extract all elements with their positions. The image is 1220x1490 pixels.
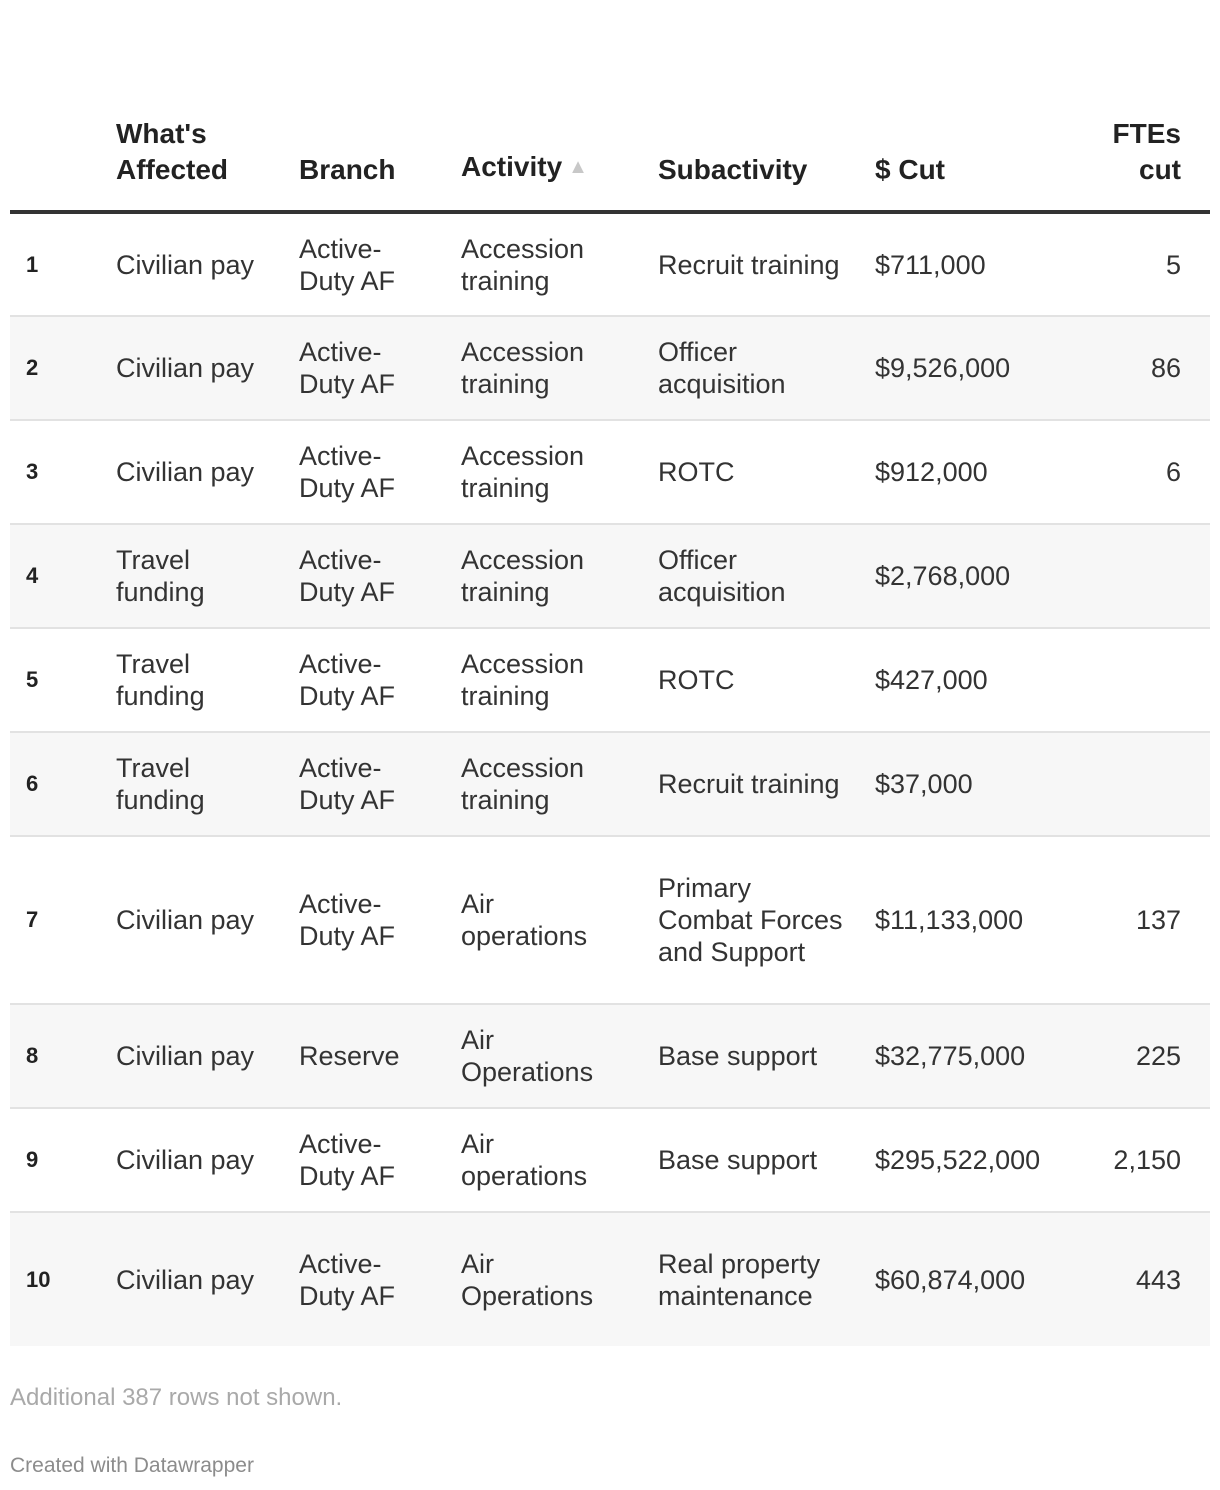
table-row bbox=[10, 420, 1210, 524]
cell-subactivity: Recruit training bbox=[640, 212, 863, 316]
table-row bbox=[10, 1108, 1210, 1212]
cell-activity: Air operations bbox=[443, 836, 640, 1004]
cell-ftes-cut: 2,150 bbox=[1085, 1108, 1210, 1212]
cell-ftes-cut bbox=[1085, 732, 1210, 836]
cell-dollar-cut: $32,775,000 bbox=[863, 1004, 1085, 1108]
cell-dollar-cut: $60,874,000 bbox=[863, 1212, 1085, 1346]
table-row bbox=[10, 316, 1210, 420]
cell-activity: Accession training bbox=[443, 420, 640, 524]
data-table-container bbox=[10, 112, 1210, 1346]
cell-whats-affected: Civilian pay bbox=[98, 420, 281, 524]
cell-whats-affected: Civilian pay bbox=[98, 836, 281, 1004]
table-row bbox=[10, 732, 1210, 836]
cell-branch: Active-Duty AF bbox=[281, 524, 443, 628]
cell-dollar-cut: $427,000 bbox=[863, 628, 1085, 732]
sort-ascending-icon: ▲ bbox=[568, 156, 588, 178]
cell-ftes-cut: 86 bbox=[1085, 316, 1210, 420]
cell-rank: 5 bbox=[10, 628, 98, 732]
cell-whats-affected: Travel funding bbox=[98, 524, 281, 628]
cell-rank: 6 bbox=[10, 732, 98, 836]
table-header bbox=[10, 112, 1210, 212]
header-ftes-cut[interactable]: FTEs cut bbox=[1085, 112, 1210, 212]
cell-branch: Active-Duty AF bbox=[281, 732, 443, 836]
cell-whats-affected: Travel funding bbox=[98, 732, 281, 836]
header-dollar-cut[interactable]: $ Cut bbox=[863, 112, 1085, 212]
cell-ftes-cut bbox=[1085, 628, 1210, 732]
cell-rank: 1 bbox=[10, 212, 98, 316]
cell-branch: Active-Duty AF bbox=[281, 212, 443, 316]
cell-branch: Active-Duty AF bbox=[281, 1108, 443, 1212]
data-table bbox=[10, 112, 1210, 1346]
cell-dollar-cut: $2,768,000 bbox=[863, 524, 1085, 628]
cell-dollar-cut: $37,000 bbox=[863, 732, 1085, 836]
cell-whats-affected: Civilian pay bbox=[98, 212, 281, 316]
cell-dollar-cut: $711,000 bbox=[863, 212, 1085, 316]
cell-subactivity: Recruit training bbox=[640, 732, 863, 836]
cell-subactivity: ROTC bbox=[640, 420, 863, 524]
cell-dollar-cut: $9,526,000 bbox=[863, 316, 1085, 420]
cell-whats-affected: Travel funding bbox=[98, 628, 281, 732]
cell-branch: Active-Duty AF bbox=[281, 420, 443, 524]
cell-activity: Accession training bbox=[443, 212, 640, 316]
header-activity-label: Activity bbox=[461, 151, 563, 182]
header-rank[interactable] bbox=[10, 112, 98, 212]
cell-rank: 9 bbox=[10, 1108, 98, 1212]
cell-branch: Active-Duty AF bbox=[281, 628, 443, 732]
header-row bbox=[10, 112, 1210, 212]
cell-branch: Active-Duty AF bbox=[281, 316, 443, 420]
header-whats-affected[interactable]: What's Affected bbox=[98, 112, 281, 212]
table-row bbox=[10, 836, 1210, 1004]
cell-rank: 7 bbox=[10, 836, 98, 1004]
cell-rank: 10 bbox=[10, 1212, 98, 1346]
cell-subactivity: Real property maintenance bbox=[640, 1212, 863, 1346]
table-row bbox=[10, 212, 1210, 316]
table-row bbox=[10, 1004, 1210, 1108]
cell-branch: Reserve bbox=[281, 1004, 443, 1108]
cell-subactivity: Officer acquisition bbox=[640, 316, 863, 420]
cell-ftes-cut: 443 bbox=[1085, 1212, 1210, 1346]
header-branch[interactable]: Branch bbox=[281, 112, 443, 212]
cell-whats-affected: Civilian pay bbox=[98, 316, 281, 420]
cell-activity: Air Operations bbox=[443, 1004, 640, 1108]
cell-whats-affected: Civilian pay bbox=[98, 1212, 281, 1346]
cell-activity: Air operations bbox=[443, 1108, 640, 1212]
cell-ftes-cut: 6 bbox=[1085, 420, 1210, 524]
table-body bbox=[10, 212, 1210, 1346]
cell-subactivity: Primary Combat Forces and Support bbox=[640, 836, 863, 1004]
cell-rank: 4 bbox=[10, 524, 98, 628]
cell-dollar-cut: $295,522,000 bbox=[863, 1108, 1085, 1212]
cell-whats-affected: Civilian pay bbox=[98, 1004, 281, 1108]
cell-dollar-cut: $11,133,000 bbox=[863, 836, 1085, 1004]
datawrapper-credit[interactable]: Created with Datawrapper bbox=[10, 1454, 254, 1477]
cell-subactivity: Officer acquisition bbox=[640, 524, 863, 628]
table-notes: Additional 387 rows not shown. bbox=[10, 1384, 343, 1411]
table-row bbox=[10, 524, 1210, 628]
table-row bbox=[10, 628, 1210, 732]
cell-subactivity: Base support bbox=[640, 1108, 863, 1212]
cell-rank: 3 bbox=[10, 420, 98, 524]
cell-ftes-cut bbox=[1085, 524, 1210, 628]
cell-branch: Active-Duty AF bbox=[281, 1212, 443, 1346]
table-row bbox=[10, 1212, 1210, 1346]
cell-rank: 2 bbox=[10, 316, 98, 420]
cell-ftes-cut: 5 bbox=[1085, 212, 1210, 316]
cell-subactivity: ROTC bbox=[640, 628, 863, 732]
cell-activity: Accession training bbox=[443, 732, 640, 836]
cell-rank: 8 bbox=[10, 1004, 98, 1108]
cell-activity: Accession training bbox=[443, 316, 640, 420]
cell-whats-affected: Civilian pay bbox=[98, 1108, 281, 1212]
header-subactivity[interactable]: Subactivity bbox=[640, 112, 863, 212]
cell-activity: Accession training bbox=[443, 524, 640, 628]
cell-dollar-cut: $912,000 bbox=[863, 420, 1085, 524]
cell-subactivity: Base support bbox=[640, 1004, 863, 1108]
cell-branch: Active-Duty AF bbox=[281, 836, 443, 1004]
cell-ftes-cut: 137 bbox=[1085, 836, 1210, 1004]
cell-activity: Air Operations bbox=[443, 1212, 640, 1346]
cell-ftes-cut: 225 bbox=[1085, 1004, 1210, 1108]
cell-activity: Accession training bbox=[443, 628, 640, 732]
header-activity[interactable] bbox=[443, 112, 640, 212]
